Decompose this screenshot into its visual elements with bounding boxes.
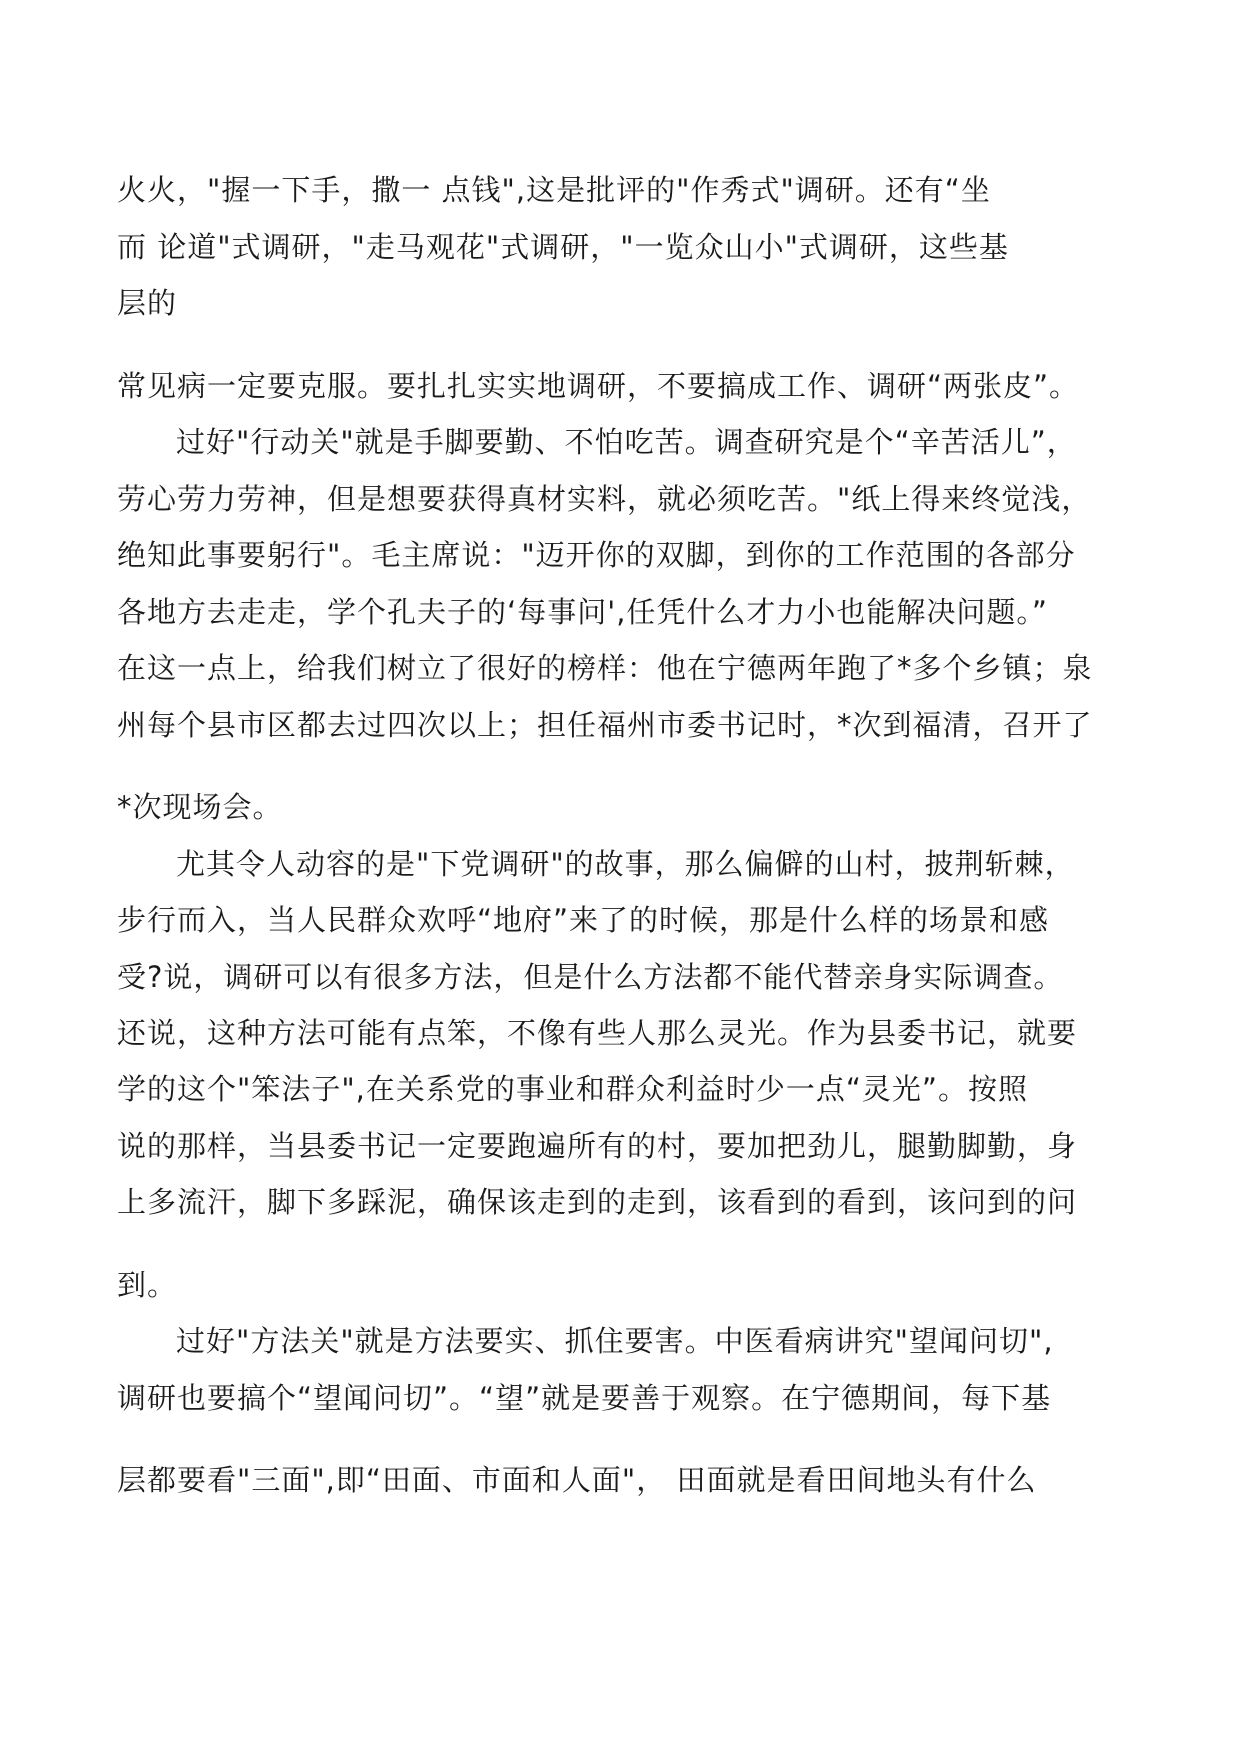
text-line: 调研也要搞个“望闻问切”。“望”就是要善于观察。在宁德期间，每下基 [117, 1381, 1052, 1415]
text-line: 火火，"握一下手，撒一 点钱",这是批评的"作秀式"调研。还有“坐 [117, 173, 991, 207]
paragraph-first-line: 过好"行动关"就是手脚要勤、不怕吃苦。调查研究是个“辛苦活儿”， [176, 425, 1077, 459]
text-line: 各地方去走走，学个孔夫子的‘每事问',任凭什么才力小也能解决问题。” [117, 595, 1048, 629]
text-line: 到。 [117, 1268, 178, 1302]
text-line: 层的 [117, 286, 178, 320]
text-line: *次现场会。 [117, 790, 283, 824]
paragraph-first-line: 过好"方法关"就是方法要实、抓住要害。中医看病讲究"望闻问切", [176, 1324, 1054, 1358]
text-line: 而 论道"式调研，"走马观花"式调研，"一览众山小"式调研，这些基 [117, 230, 1009, 264]
text-line: 劳心劳力劳神，但是想要获得真材实料，就必须吃苦。"纸上得来终觉浅， [117, 482, 1092, 516]
text-line: 步行而入，当人民群众欢呼“地府”来了的时候，那是什么样的场景和感 [117, 903, 1050, 937]
text-line: 说的那样，当县委书记一定要跑遍所有的村，要加把劲儿，腿勤脚勤，身 [117, 1129, 1078, 1163]
text-line: 受?说，调研可以有很多方法，但是什么方法都不能代替亲身实际调查。 [117, 960, 1064, 994]
text-line: 州每个县市区都去过四次以上；担任福州市委书记时，*次到福清，召开了 [117, 708, 1093, 742]
text-line: 在这一点上，给我们树立了很好的榜样：他在宁德两年跑了*多个乡镇；泉 [117, 651, 1093, 685]
paragraph-first-line: 尤其令人动容的是"下党调研"的故事，那么偏僻的山村，披荆斩棘， [176, 847, 1075, 881]
text-line: 层都要看"三面",即“田面、市面和人面"， 田面就是看田间地头有什么 [117, 1463, 1037, 1497]
text-line: 绝知此事要躬行"。毛主席说："迈开你的双脚，到你的工作范围的各部分 [117, 538, 1076, 572]
text-line: 上多流汗，脚下多踩泥，确保该走到的走到，该看到的看到，该问到的问 [117, 1185, 1078, 1219]
text-line: 还说，这种方法可能有点笨，不像有些人那么灵光。作为县委书记，就要 [117, 1016, 1078, 1050]
text-line: 学的这个"笨法子",在关系党的事业和群众利益时少一点“灵光”。按照 [117, 1072, 1028, 1106]
text-line: 常见病一定要克服。要扎扎实实地调研，不要搞成工作、调研“两张皮”。 [117, 369, 1080, 403]
